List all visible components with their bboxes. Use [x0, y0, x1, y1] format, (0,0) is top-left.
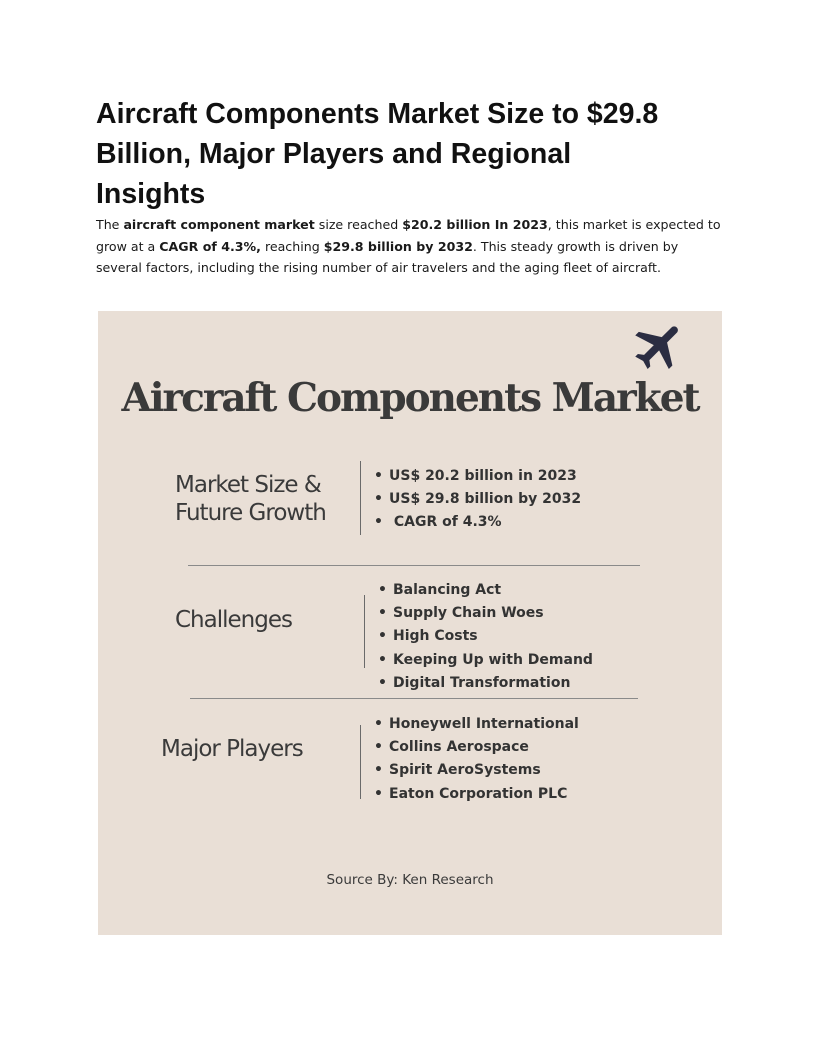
major-players-label [161, 735, 303, 763]
item-text: CAGR of 4.3% [389, 514, 502, 531]
list-item [374, 783, 579, 806]
list-item [374, 759, 579, 782]
list-item [378, 672, 593, 695]
item-text: US$ 20.2 billion in 2023 [389, 468, 577, 484]
item-text: Collins Aerospace [389, 739, 529, 756]
market-size-list [374, 465, 581, 535]
article-title [96, 94, 736, 214]
bullet: • [378, 582, 387, 598]
airplane-icon [630, 316, 690, 376]
title-line: Aircraft Components Market Size to $29.8 [96, 98, 659, 130]
list-item [374, 511, 581, 534]
item-text: Keeping Up with Demand [393, 651, 593, 668]
intro-text: , this market is expected to grow at a [96, 217, 721, 254]
item-text: Supply Chain Woes [393, 605, 544, 622]
list-item [378, 602, 593, 625]
bullet: • [374, 716, 383, 732]
intro-text: . This steady growth is driven by several factors, including the rising number of air travelers and the aging fleet of aircraft. [96, 238, 679, 275]
label-line: Major Players [161, 736, 303, 762]
list-item [374, 465, 581, 488]
item-text: US$ 29.8 billion by 2032 [389, 491, 582, 508]
source-credit: Source By: Ken Research [326, 872, 494, 888]
intro-bold: $29.8 billion by 2032 [323, 238, 473, 254]
bullet: • [374, 785, 383, 802]
section-divider-vertical [360, 725, 361, 799]
list-item [378, 649, 593, 672]
bullet: • [374, 514, 383, 531]
intro-bold: aircraft component market [123, 217, 315, 232]
label-line: Challenges [175, 607, 292, 633]
bullet: • [378, 651, 387, 668]
label-line: Market Size & [175, 472, 321, 498]
bullet: • [378, 674, 387, 691]
bullet: • [374, 468, 383, 484]
list-item [374, 713, 579, 736]
challenges-label [175, 606, 292, 634]
item-text: Spirit AeroSystems [389, 762, 541, 779]
list-item [378, 625, 593, 648]
bullet: • [378, 628, 387, 645]
item-text: Balancing Act [393, 582, 502, 598]
title-line: Billion, Major Players and Regional [96, 138, 572, 170]
intro-text: size reached [314, 217, 403, 232]
list-item [378, 579, 593, 602]
intro-text: reaching [260, 238, 324, 254]
intro-bold: $20.2 billion In 2023 [402, 217, 548, 232]
market-size-label [175, 471, 326, 527]
item-text: Honeywell International [389, 716, 579, 732]
section-divider-horizontal [190, 698, 638, 699]
bullet: • [374, 491, 383, 508]
section-divider-horizontal [188, 565, 640, 566]
challenges-list [378, 579, 593, 695]
title-line: Insights [96, 178, 206, 210]
infographic-title: Aircraft Components Market [121, 375, 699, 421]
infographic-card [98, 311, 722, 935]
section-divider-vertical [364, 595, 365, 668]
bullet: • [374, 762, 383, 779]
item-text: Digital Transformation [393, 674, 571, 691]
intro-bold: CAGR of 4.3%, [159, 238, 261, 254]
section-divider-vertical [360, 461, 361, 535]
players-list [374, 713, 579, 806]
intro-paragraph [96, 214, 721, 279]
label-line: Future Growth [175, 500, 326, 526]
list-item [374, 736, 579, 759]
list-item [374, 488, 581, 511]
intro-text: The [96, 217, 124, 232]
bullet: • [378, 605, 387, 622]
bullet: • [374, 739, 383, 756]
item-text: Eaton Corporation PLC [389, 785, 568, 802]
item-text: High Costs [393, 628, 478, 645]
